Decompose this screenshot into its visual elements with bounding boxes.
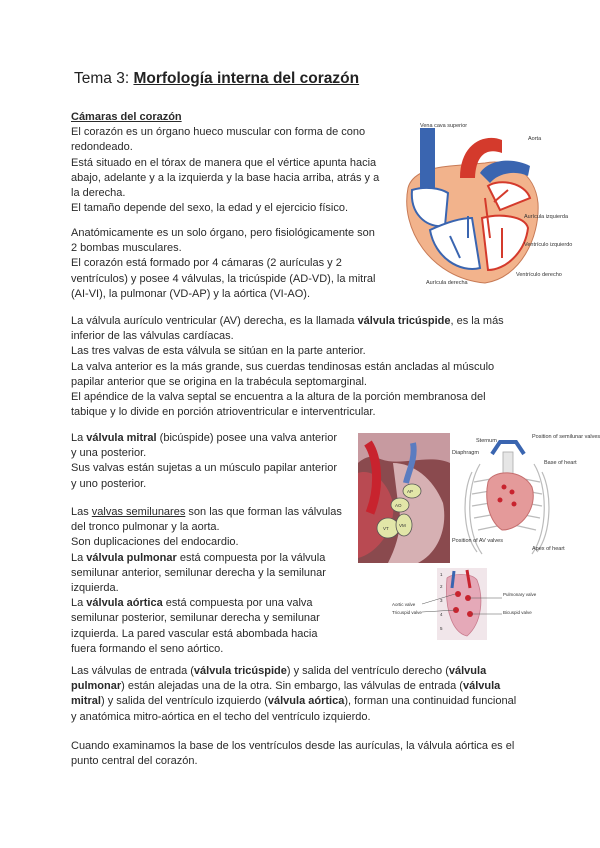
mitral-l1b: válvula mitral (86, 432, 157, 444)
tricuspide-line: El apéndice de la valva septal se encuentra a la altura de la porción membranosa del (71, 391, 486, 404)
label-tricuspid: Tricuspid valve (392, 610, 422, 615)
valves-figure (392, 568, 537, 640)
tricuspide-section (71, 314, 521, 420)
camaras-line: abajo, adelante y a la izquierda y la base hacia arriba, atrás y a (71, 171, 380, 184)
entrada-r3c: válvula aórtica (267, 695, 345, 708)
entrada-section (71, 664, 531, 725)
label-ap: AP (407, 489, 414, 494)
tricuspide-line: papilar anterior que se origina en la trabécula septomarginal. (71, 375, 367, 388)
label-aorta: Aorta (528, 136, 542, 142)
camaras-section-2 (71, 226, 391, 302)
entrada-r1a: Las válvulas de entrada ( (71, 665, 194, 677)
semi-l1a: Las (71, 506, 92, 518)
semi-p1b: válvula pulmonar (86, 551, 177, 564)
semi-l1c: son las que forman las válvulas (185, 506, 342, 518)
label-n4: 4 (440, 612, 443, 617)
mitral-l1a: La (71, 432, 87, 444)
camaras-line: Está situado en el tórax de manera que el vértice apunta hacia (71, 156, 377, 169)
label-pulmonary: Pulmonary valve (503, 592, 537, 597)
final-line: punto central del corazón. (71, 755, 198, 768)
semi-line: fuera formando el seno aórtico. (71, 642, 224, 655)
final-line: Cuando examinamos la base de los ventrículos desde las aurículas, la válvula aórtica es el (71, 740, 515, 752)
entrada-r1b: válvula tricúspide (193, 665, 287, 677)
tricuspide-line: tabique y lo divide en porción atrioventricular e interventricular. (71, 406, 376, 419)
label-vena-cava: Vena cava superior (420, 123, 468, 129)
tricuspide-line: La valva anterior es la más grande, sus cuerdas tendinosas están ancladas al músculo (71, 360, 495, 373)
camaras-line: (AI-VI), la pulmonar (VD-AP) y la aórtica (VI-AO). (71, 287, 310, 300)
entrada-r2a: pulmonar (71, 680, 122, 693)
label-diaphragm: Diaphragm (452, 450, 479, 456)
camaras-line: El corazón está formado por 4 cámaras (2 aurículas y 2 (71, 257, 342, 270)
semi-line: izquierda. (71, 582, 119, 595)
semi-p1c: está compuesta por la válvula (176, 551, 326, 564)
tricuspide-l1b: válvula tricúspide (357, 315, 451, 327)
semi-a1a: La (71, 597, 87, 610)
label-position-av: Position of AV valves (452, 538, 503, 544)
heart-chambers-figure (390, 118, 573, 288)
camaras-line: Anatómicamente es un solo órgano, pero fisiológicamente son (71, 227, 375, 239)
label-auricula-der: Aurícula derecha (426, 280, 468, 286)
thorax-figure (452, 432, 600, 562)
entrada-r2c: válvula (462, 680, 501, 693)
label-ao: AO (395, 503, 402, 508)
semi-line: semilunar anterior, semilunar derecha y la semilunar (71, 566, 326, 579)
semi-a1b: válvula aórtica (86, 597, 163, 610)
camaras-line: ventrículos) y posee 4 válvulas, la tricúspide (AD-VD), la mitral (71, 272, 376, 285)
camaras-line: redondeado. (71, 141, 133, 154)
entrada-line: y anatómica mitro-aórtica en el techo del ventrículo izquierdo. (71, 710, 371, 723)
semi-line: Son duplicaciones del endocardio. (71, 536, 239, 549)
camaras-line: El corazón es un órgano hueco muscular con forma de cono (71, 126, 366, 139)
mitral-line: y uno posterior. (71, 477, 147, 490)
label-apex: Apex of heart (532, 546, 565, 552)
mitral-l1c: (bicúspide) posee una valva anterior (156, 432, 338, 444)
camaras-line: la derecha. (71, 187, 126, 200)
semilunares-section (71, 505, 361, 657)
title-main: Morfología interna del corazón (133, 70, 360, 87)
label-n2: 2 (440, 584, 443, 589)
entrada-r1c: ) y salida del ventrículo derecho ( (286, 665, 449, 677)
camaras-line: El tamaño depende del sexo, la edad y el ejercicio físico. (71, 202, 348, 215)
label-sternum: Sternum (476, 438, 497, 444)
tricuspide-l1c: , es la más (450, 315, 504, 327)
mitral-line: Sus valvas están sujetas a un músculo papilar anterior (71, 462, 337, 475)
label-ventriculo-der: Ventrículo derecho (516, 272, 562, 278)
label-n5: 5 (440, 626, 443, 631)
entrada-r3d: ), forman una continuidad funcional (344, 695, 517, 708)
tricuspide-l1a: La válvula aurículo ventricular (AV) derecha, es la llamada (71, 315, 358, 327)
entrada-r1d: válvula (448, 665, 487, 677)
tricuspide-line: inferior de las válvulas cardíacas. (71, 330, 234, 343)
tricuspide-line: Las tres valvas de esta válvula se sitúan en la parte anterior. (71, 345, 366, 358)
mitral-section (71, 431, 351, 492)
mitral-line: y una posterior. (71, 447, 147, 460)
semi-a1c: está compuesta por una valva (162, 597, 313, 610)
page-title (74, 70, 359, 88)
semi-line: del tronco pulmonar y la aorta. (71, 521, 220, 534)
entrada-r2b: ) están alejadas una de la otra. Sin embargo, las válvulas de entrada ( (121, 680, 463, 693)
camaras-section (71, 110, 391, 216)
label-n3: 3 (440, 598, 443, 603)
label-bicuspid: Bicuspid valve (503, 610, 532, 615)
label-position-valve: Position of semilunar valves (532, 434, 600, 440)
entrada-r3b: ) y salida del ventrículo izquierdo ( (100, 695, 268, 708)
label-aortic: Aortic valve (392, 602, 416, 607)
semi-l1b: valvas semilunares (91, 506, 186, 518)
label-ventriculo-izq: Ventrículo izquierdo (524, 242, 573, 248)
final-section (71, 739, 531, 769)
label-vt: VT (383, 526, 389, 531)
semi-line: semilunar posterior, semilunar derecha y semilunar (71, 612, 320, 625)
entrada-r3a: mitral (71, 695, 101, 708)
label-auricula-izq: Aurícula izquierda (524, 214, 569, 220)
semi-line: izquierda. La pared vascular está abombada hacia (71, 627, 318, 640)
heart-dissection-photo (358, 433, 450, 563)
label-n1: 1 (440, 572, 443, 577)
camaras-line: 2 bombas musculares. (71, 242, 182, 255)
camaras-heading: Cámaras del corazón (71, 111, 182, 123)
label-base-heart: Base of heart (544, 460, 577, 466)
title-prefix: Tema 3: (74, 70, 134, 87)
semi-p1a: La (71, 551, 87, 564)
label-vm: VM (399, 523, 406, 528)
